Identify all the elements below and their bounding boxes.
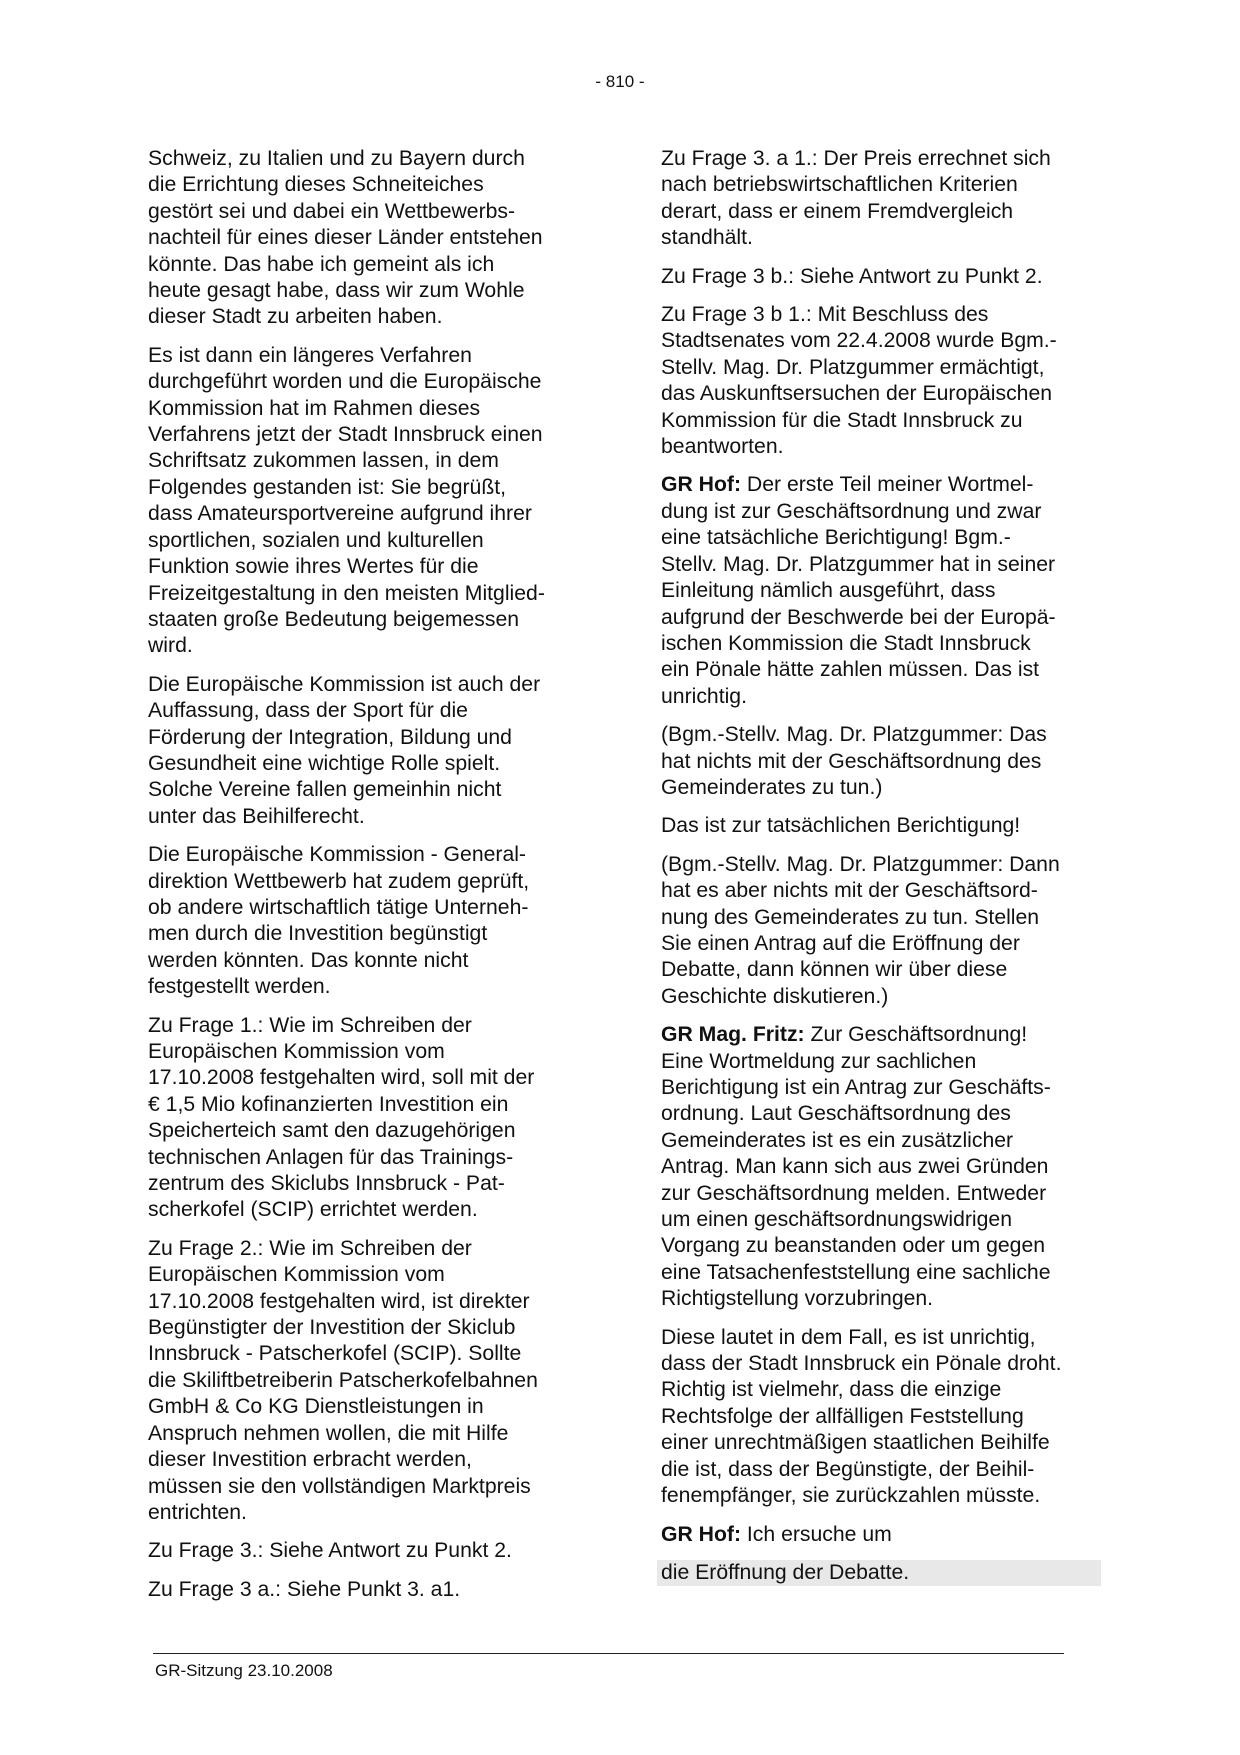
text-line: Funktion sowie ihres Wertes für die	[148, 555, 479, 579]
text-line: Zu Frage 3 b 1.: Mit Beschluss des	[661, 303, 989, 327]
paragraph	[661, 722, 1106, 801]
text-line: um einen geschäftsordnungswidrigen	[661, 1208, 1012, 1232]
text-line: Antrag. Man kann sich aus zwei Gründen	[661, 1155, 1049, 1179]
text-line: Verfahrens jetzt der Stadt Innsbruck einen	[148, 423, 543, 447]
text-line: Sie einen Antrag auf die Eröffnung der	[661, 931, 1020, 955]
text-line: Folgendes gestanden ist: Sie begrüßt,	[148, 475, 507, 499]
text-line: € 1,5 Mio kofinanzierten Investition ein	[148, 1092, 509, 1116]
text-line: fenempfänger, sie zurückzahlen müsste.	[661, 1484, 1041, 1508]
text-line: Diese lautet in dem Fall, es ist unrichtig,	[661, 1325, 1036, 1349]
text-line: ob andere wirtschaftlich tätige Unterneh-	[148, 895, 529, 919]
text-line: die Errichtung dieses Schneiteiches	[148, 173, 484, 197]
text-line: aufgrund der Beschwerde bei der Europä-	[661, 605, 1056, 629]
speaker-statement: Der erste Teil meiner Wortmel-	[741, 473, 1034, 497]
text-line: derart, dass er einem Fremdvergleich	[661, 199, 1014, 223]
paragraph	[661, 302, 1106, 460]
text-line: hat nichts mit der Geschäftsordnung des	[661, 749, 1042, 773]
paragraph	[148, 1236, 590, 1526]
text-line: Zu Frage 3. a 1.: Der Preis errechnet sich	[661, 147, 1051, 170]
text-line: festgestellt werden.	[148, 975, 331, 999]
text-line: eine tatsächliche Berichtigung! Bgm.-	[661, 526, 1011, 550]
speaker-name: GR Hof:	[661, 473, 742, 497]
text-line: dung ist zur Geschäftsordnung und zwar	[661, 499, 1042, 523]
text-line: Stellv. Mag. Dr. Platzgummer ermächtigt,	[661, 355, 1045, 379]
text-line: unrichtig.	[661, 684, 747, 708]
text-line: Anspruch nehmen wollen, die mit Hilfe	[148, 1421, 509, 1445]
paragraph	[661, 264, 1106, 290]
speaker-name: GR Mag. Fritz:	[661, 1023, 805, 1047]
text-line: Debatte, dann können wir über diese	[661, 958, 1008, 982]
text-line: die Skiliftbetreiberin Patscherkofelbahnen	[148, 1368, 538, 1392]
text-line: Auffassung, dass der Sport für die	[148, 699, 468, 723]
text-line: Gemeinderates zu tun.)	[661, 775, 883, 799]
text-line: Zu Frage 3 a.: Siehe Punkt 3. a1.	[148, 1577, 461, 1601]
text-line: Speicherteich samt den dazugehörigen	[148, 1119, 516, 1143]
text-line: Europäischen Kommission vom	[148, 1040, 445, 1063]
text-line: scherkofel (SCIP) errichtet werden.	[148, 1198, 478, 1222]
paragraph	[661, 1522, 1106, 1548]
text-line: müssen sie den vollständigen Marktpreis	[148, 1474, 531, 1498]
text-line: Eine Wortmeldung zur sachlichen	[661, 1049, 977, 1073]
speaker-statement: Zur Geschäftsordnung!	[804, 1023, 1028, 1047]
paragraph	[148, 1538, 590, 1564]
text-line: Solche Vereine fallen gemeinhin nicht	[148, 778, 502, 802]
text-line: werden könnten. Das konnte nicht	[148, 948, 469, 972]
paragraph	[148, 842, 590, 1000]
text-line: Zu Frage 2.: Wie im Schreiben der	[148, 1236, 472, 1260]
text-line: technischen Anlagen für das Trainings-	[148, 1145, 514, 1169]
text-line: Rechtsfolge der allfälligen Feststellung	[661, 1404, 1024, 1428]
text-line: nach betriebswirtschaftlichen Kriterien	[661, 173, 1018, 197]
text-line: Kommission für die Stadt Innsbruck zu	[661, 408, 1023, 432]
left-column	[148, 146, 590, 1615]
paragraph	[148, 146, 590, 331]
text-line: Europäischen Kommission vom	[148, 1263, 445, 1287]
paragraph	[148, 1013, 590, 1224]
speaker-line	[661, 472, 1106, 498]
text-line: durchgeführt worden und die Europäische	[148, 370, 542, 394]
text-line: zentrum des Skiclubs Innsbruck - Pat-	[148, 1172, 505, 1196]
text-line: dieser Investition erbracht werden,	[148, 1448, 472, 1472]
text-line: Stadtsenates vom 22.4.2008 wurde Bgm.-	[661, 329, 1057, 353]
speaker-line	[661, 1522, 1106, 1548]
text-line: Zu Frage 1.: Wie im Schreiben der	[148, 1013, 472, 1037]
text-line: staaten große Bedeutung beigemessen	[148, 607, 520, 631]
text-line: Berichtigung ist ein Antrag zur Geschäfts-	[661, 1076, 1051, 1099]
text-line: ordnung. Laut Geschäftsordnung des	[661, 1102, 1011, 1126]
text-line: Es ist dann ein längeres Verfahren	[148, 343, 472, 367]
paragraph	[661, 813, 1106, 839]
text-line: Schweiz, zu Italien und zu Bayern durch	[148, 147, 525, 170]
text-line: ischen Kommission die Stadt Innsbruck	[661, 631, 1031, 655]
text-line: sportlichen, sozialen und kulturellen	[148, 528, 484, 552]
text-line: GmbH & Co KG Dienstleistungen in	[148, 1395, 484, 1419]
text-line: zur Geschäftsordnung melden. Entweder	[661, 1181, 1047, 1205]
text-line: beantworten.	[661, 435, 784, 459]
text-line: hat es aber nichts mit der Geschäftsord-	[661, 879, 1038, 903]
text-line: Zu Frage 3 b.: Siehe Antwort zu Punkt 2.	[661, 264, 1043, 288]
text-line: gestört sei und dabei ein Wettbewerbs-	[148, 199, 516, 223]
text-line: Das ist zur tatsächlichen Berichtigung!	[661, 814, 1021, 838]
paragraph	[661, 1560, 1106, 1586]
paragraph	[661, 1325, 1106, 1510]
paragraph	[661, 1022, 1106, 1312]
speaker-name: GR Hof:	[661, 1522, 742, 1546]
text-line: dass der Stadt Innsbruck ein Pönale droht.	[661, 1352, 1062, 1376]
text-line: Schriftsatz zukommen lassen, in dem	[148, 449, 499, 473]
text-line: nung des Gemeinderates zu tun. Stellen	[661, 905, 1040, 929]
text-line: Geschichte diskutieren.)	[661, 984, 889, 1008]
paragraph	[148, 1577, 590, 1603]
text-line: Gemeinderates ist es ein zusätzlicher	[661, 1128, 1014, 1152]
text-line: Gesundheit eine wichtige Rolle spielt.	[148, 751, 501, 775]
text-line: die ist, dass der Begünstigte, der Beihil-	[661, 1457, 1035, 1481]
text-line: unter das Beihilferecht.	[148, 804, 365, 828]
text-line: dieser Stadt zu arbeiten haben.	[148, 305, 443, 329]
text-line: heute gesagt habe, dass wir zum Wohle	[148, 279, 525, 303]
text-line: Richtig ist vielmehr, dass die einzige	[661, 1378, 1002, 1402]
footer-text: GR-Sitzung 23.10.2008	[155, 1661, 333, 1680]
text-line: standhält.	[661, 226, 753, 250]
text-line: Innsbruck - Patscherkofel (SCIP). Sollte	[148, 1342, 522, 1366]
text-line: Begünstigter der Investition der Skiclub	[148, 1316, 516, 1340]
paragraph	[661, 852, 1106, 1010]
text-line: Die Europäische Kommission ist auch der	[148, 672, 541, 696]
paragraph	[148, 343, 590, 660]
text-line: könnte. Das habe ich gemeint als ich	[148, 252, 495, 276]
speaker-statement: Ich ersuche um	[741, 1522, 892, 1546]
text-line: Richtigstellung vorzubringen.	[661, 1287, 934, 1311]
text-line: direktion Wettbewerb hat zudem geprüft,	[148, 869, 530, 893]
text-line: 17.10.2008 festgehalten wird, ist direkter	[148, 1289, 530, 1313]
text-line: (Bgm.-Stellv. Mag. Dr. Platzgummer: Das	[661, 723, 1047, 747]
text-line: wird.	[148, 634, 193, 658]
text-line: 17.10.2008 festgehalten wird, soll mit der	[148, 1066, 535, 1090]
text-line: ein Pönale hätte zahlen müssen. Das ist	[661, 658, 1040, 682]
text-line: Kommission hat im Rahmen dieses	[148, 396, 481, 420]
text-line: Zu Frage 3.: Siehe Antwort zu Punkt 2.	[148, 1539, 512, 1563]
paragraph	[148, 672, 590, 830]
text-line: das Auskunftsersuchen der Europäischen	[661, 382, 1053, 406]
paragraph	[661, 472, 1106, 710]
text-line: Die Europäische Kommission - General-	[148, 843, 526, 867]
text-line: entrichten.	[148, 1500, 247, 1524]
paragraph	[661, 146, 1106, 252]
text-line: dass Amateursportvereine aufgrund ihrer	[148, 502, 532, 526]
text-line: Einleitung nämlich ausgeführt, dass	[661, 579, 996, 603]
text-line: Förderung der Integration, Bildung und	[148, 725, 512, 749]
text-line: Vorgang zu beanstanden oder um gegen	[661, 1234, 1046, 1258]
text-line: (Bgm.-Stellv. Mag. Dr. Platzgummer: Dann	[661, 852, 1060, 876]
text-line: einer unrechtmäßigen staatlichen Beihilfe	[661, 1431, 1050, 1455]
text-line: nachteil für eines dieser Länder entstehen	[148, 226, 543, 250]
highlighted-line: die Eröffnung der Debatte.	[657, 1560, 1101, 1586]
footer-rule	[153, 1653, 1064, 1654]
speaker-line	[661, 1022, 1106, 1048]
right-column	[661, 146, 1106, 1598]
text-line: Stellv. Mag. Dr. Platzgummer hat in seiner	[661, 552, 1056, 576]
text-line: Freizeitgestaltung in den meisten Mitglied-	[148, 581, 545, 605]
text-line: men durch die Investition begünstigt	[148, 922, 488, 946]
text-line: eine Tatsachenfeststellung eine sachliche	[661, 1260, 1051, 1284]
page-number: - 810 -	[595, 72, 645, 91]
